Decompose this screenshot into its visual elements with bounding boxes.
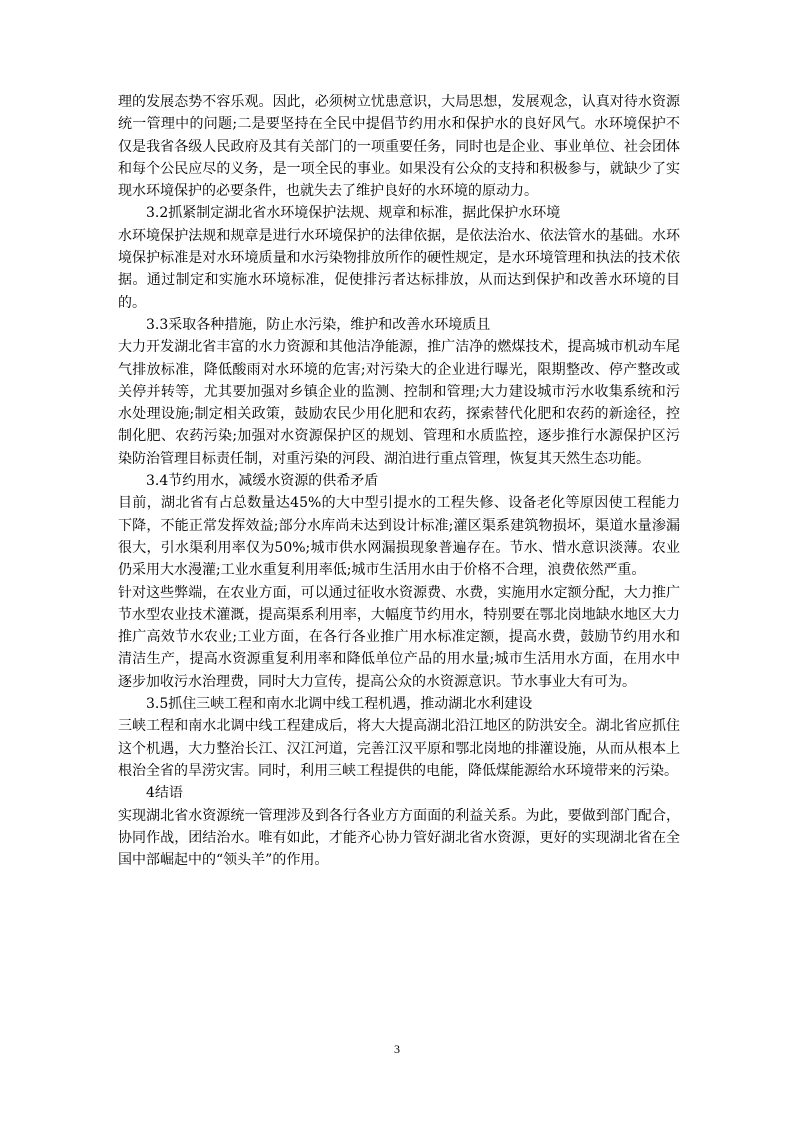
paragraph: 实现湖北省水资源统一管理涉及到各行各业方方面面的利益关系。为此，要做到部门配合，协同作战，团结治水。唯有如此，才能齐心协力管好湖北省水资源，更好的实现湖北省在全国中部崛起中的“领头羊”的作用。 <box>118 807 680 869</box>
paragraph: 针对这些弊端，在农业方面，可以通过征收水资源费、水费，实施用水定额分配，大力推广节水型农业技术灌溉，提高渠系利用率，大幅度节约用水，特别要在鄂北岗地缺水地区大力推广高效节水农业;工业方面，在各行各业推广用水标准定额，提高水费，鼓励节约用水和清洁生产，提高水资源重复利用率和降低单位产品的用水量;城市生活用水方面，在用水中逐步加收污水治理费，同时大力宣传，提高公众的水资源意识。节水事业大有可为。 <box>118 584 680 690</box>
paragraph: 三峡工程和南水北调中线工程建成后，将大大提高湖北沿江地区的防洪安全。湖北省应抓住这个机遇，大力整治长江、汉江河道，完善江汉平原和鄂北岗地的排灌设施，从而从根本上根治全省的旱涝灾害。同时，利用三峡工程提供的电能，降低煤能源给水环境带来的污染。 <box>118 718 680 779</box>
paragraph: 水环境保护法规和规章是进行水环境保护的法律依据，是依法治水、依法管水的基础。水环境保护标准是对水环境质量和水污染物排放所作的硬性规定，是水环境管理和执法的技术依据。通过制定和实施水环境标准，促使排污者达标排放，从而达到保护和改善水环境的目的。 <box>118 227 680 311</box>
section-heading-3-5: 3.5抓住三峡工程和南水北调中线工程机遇，推动湖北水利建设 <box>146 696 533 713</box>
section-heading-3-3: 3.3采取各种措施，防止水污染，维护和改善水环境质且 <box>146 316 491 333</box>
paragraph: 目前，湖北省有占总数量达45%的大中型引提水的工程失修、设备老化等原因使工程能力下降，不能正常发挥效益;部分水库尚未达到设计标准;灌区渠系建筑物损坏，渠道水量渗漏很大，引水渠利用率仅为50%;城市供水网漏损现象普遍存在。节水、惜水意识淡薄。农业仍采用大水漫灌;工业水重复利用率低;城市生活用水由于价格不合理，浪费依然严重。 <box>118 495 680 579</box>
section-heading-3-2: 3.2抓紧制定湖北省水环境保护法规、规章和标准，据此保护水环境 <box>146 205 561 222</box>
paragraph: 理的发展态势不容乐观。因此，必须树立忧患意识，大局思想，发展观念，认真对待水资源统一管理中的问题;二是要坚持在全民中提倡节约用水和保护水的良好风气。水环境保护不仅是我省各级人民政府及其有关部门的一项重要任务，同时也是企业、事业单位、社会团体和每个公民应尽的义务，是一项全民的事业。如果没有公众的支持和积极参与，就缺少了实现水环境保护的必要条件，也就失去了维护良好的水环境的原动力。 <box>118 94 680 200</box>
paragraph: 大力开发湖北省丰富的水力资源和其他洁净能源，推广洁净的燃煤技术，提高城市机动车尾气排放标准，降低酸雨对水环境的危害;对污染大的企业进行曝光，限期整改、停产整改或关停并转等，尤其要加强对乡镇企业的监测、控制和管理;大力建设城市污水收集系统和污水处理设施;制定相关政策，鼓励农民少用化肥和农药，探索替代化肥和农药的新途径，控制化肥、农药污染;加强对水资源保护区的规划、管理和水质监控，逐步推行水源保护区污染防治管理目标责任制，对重污染的河段、湖泊进行重点管理，恢复其天然生态功能。 <box>118 339 680 467</box>
body-text <box>118 91 680 871</box>
section-heading-3-4: 3.4节约用水，减缓水资源的供希矛盾 <box>146 473 379 490</box>
page-number: 3 <box>394 1042 400 1056</box>
section-heading-4: 4结语 <box>146 785 183 802</box>
